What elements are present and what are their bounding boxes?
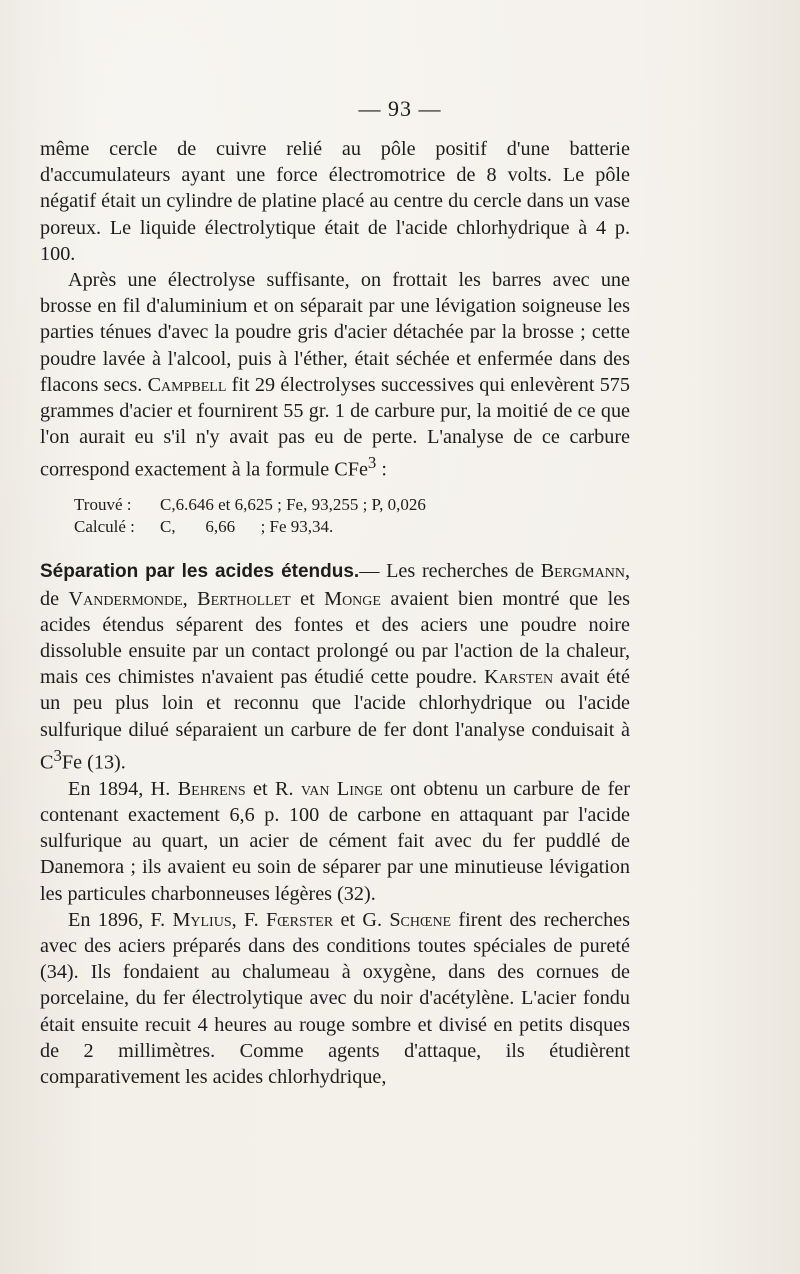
text-run: fit 29 électrolyses successives qui enlevèrent 575 grammes d'acier et fournirent 55 gr. 1 de carbure pur, la moitié de ce que l'on aurait eu s'il n'y avait pas eu de perte. L'analyse de ce carbure correspond exactement à la formule CFe [40, 373, 630, 482]
author-name: Mylius [172, 908, 232, 931]
found-label: Trouvé : [74, 495, 132, 515]
paragraph-electrolysis [40, 267, 630, 483]
paragraph-1896 [40, 907, 630, 1090]
text-run: et R. [245, 777, 301, 800]
body-text [40, 136, 630, 1090]
analysis-results [74, 494, 630, 538]
text-run: Fe (13). [61, 751, 126, 774]
text-run: , de [40, 560, 630, 610]
section-heading: Séparation par les acides étendus. [40, 561, 360, 583]
author-name: van Linge [300, 777, 383, 800]
text-run: Après une électrolyse suffisante, on frottait les barres avec une brosse en fil d'aluminium et on séparait par une lévigation soigneuse les parties ténues d'avec la poudre gris d'acier détachée par la brosse ; cette poudre lavée à l'alcool, puis à l'éther, était séchée et enfermée dans des flacons secs. [40, 269, 630, 396]
analysis-calculated-row [74, 516, 630, 538]
analysis-found-row [74, 494, 630, 516]
author-name: Schœne [389, 908, 452, 931]
text-run: : [376, 459, 387, 482]
text-run: firent des recherches avec des aciers préparés dans des conditions toutes spéciales de pureté (34). Ils fondaient au chalumeau à oxygène, dans des cornues de porcelaine, du fer électrolytique avec du noir d'acétylène. L'acier fondu était ensuite recuit 4 heures au rouge sombre et divisé en petits disques de 2 millimètres. Comme agents d'attaque, ils étudièrent comparativement les acides chlorhydrique, [40, 908, 630, 1088]
calculated-values: C, 6,66 ; Fe 93,34. [160, 517, 334, 537]
section-paragraph [40, 558, 630, 775]
text-run: — Les recherches de [359, 560, 541, 583]
paragraph-1894 [40, 776, 630, 907]
author-name: Behrens [177, 777, 246, 800]
text-run: avait été un peu plus loin et reconnu que l'acide chlorhydrique ou l'acide sulfurique dilué séparaient un carbure de fer dont l'analyse conduisait à C [40, 666, 630, 774]
found-values: C,6.646 et 6,625 ; Fe, 93,255 ; P, 0,026 [160, 495, 426, 515]
text-run: En 1894, H. [68, 777, 178, 800]
superscript: 3 [53, 745, 62, 765]
page-number: — 93 — [358, 96, 442, 121]
paragraph-continuation: même cercle de cuivre relié au pôle positif d'une batterie d'accumulateurs ayant une force électromotrice de 8 volts. Le pôle négatif était un cylindre de platine placé au centre du cercle dans un vase poreux. Le liquide électrolytique était de l'acide chlorhydrique à 4 p. 100. [40, 138, 630, 265]
superscript: 3 [367, 453, 377, 473]
text-run: En 1896, F. [68, 908, 173, 931]
text-run: ont obtenu un carbure de fer contenant exactement 6,6 p. 100 de carbone en attaquant par l'acide sulfurique au quart, un acier de cément fait avec du fer puddlé de Danemora ; ils avaient eu soin de séparer par une minutieuse lévigation les particules charbonneuses légères (32). [40, 777, 630, 905]
author-name: Karsten [484, 666, 554, 689]
text-run: , [182, 587, 198, 610]
author-name: Monge [324, 587, 381, 610]
author-name: Berthollet [197, 587, 291, 610]
text-run: et G. [333, 908, 390, 931]
text-run: avaient bien montré que les acides étendus séparent des fontes et des aciers une poudre noire dissoluble ensuite par un contact prolongé ou par l'action de la chaleur, mais ces chimistes n'avaient pas étudié cette poudre. [40, 587, 631, 689]
calculated-label: Calculé : [74, 517, 135, 537]
author-name: Fœrster [265, 908, 334, 931]
author-name: Campbell [147, 373, 227, 396]
text-run: et [290, 587, 325, 610]
text-run: , F. [231, 908, 266, 931]
author-name: Bergmann [540, 560, 625, 583]
author-name: Vandermonde [68, 587, 183, 610]
